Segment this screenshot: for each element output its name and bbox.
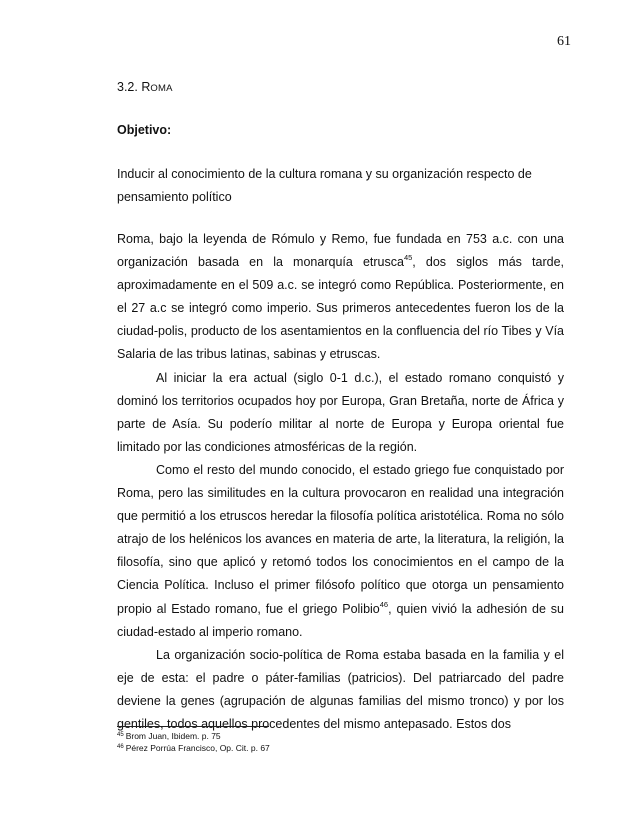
paragraph-1-text-a: Roma, bajo la leyenda de Rómulo y Remo, fue fundada en 753 a.c. con una organización basada en la monarquía etrusca: [117, 232, 564, 270]
paragraph-3-text-b: , quien vivió la adhesión de su ciudad-estado al imperio romano.: [117, 601, 564, 639]
page-number: 61: [557, 34, 571, 49]
paragraph-2: Al iniciar la era actual (siglo 0-1 d.c.), el estado romano conquistó y dominó los territorios ocupados hoy por Europa, Gran Bretaña, norte de África y parte de Asía. Su poderío militar al norte de Europa y Europa oriental fue limitado por las condiciones atmosféricas de la región.: [117, 370, 564, 454]
footnotes: [117, 731, 417, 754]
footnote-item: [117, 743, 417, 755]
paragraph-4: La organización socio-política de Roma estaba basada en la familia y el eje de esta: el padre o páter-familias (patricios). Del patriarcado del padre deviene la genes (agrupación de algunas familias del mismo tronco) y por los gentiles, todos aquellos procedentes del mismo antepasado. Estos dos: [117, 647, 564, 731]
footnote-divider: [117, 726, 269, 727]
paragraph-1-text-b: , dos siglos más tarde, aproximadamente en el 509 a.c. se integró como República. Posteriormente, en el 27 a.c se integró como imperio. Sus primeros antecedentes fueron los de la ciudad-polis, producto de los asentamientos en la confluencia del río Tibes y Vía Salaria de las tribus latinas, sabinas y etruscas.: [117, 255, 564, 362]
objective-label: Objetivo:: [117, 123, 172, 137]
paragraph-1: [117, 228, 564, 367]
body-text: [117, 228, 564, 736]
footnote-text: Pérez Porrúa Francisco, Op. Cit. p. 67: [125, 742, 270, 753]
footnote-ref-45: 45: [403, 253, 413, 263]
paragraph-3-text-a: Como el resto del mundo conocido, el estado griego fue conquistado por Roma, pero las similitudes en la cultura provocaron en realidad una integración que permitió a los etruscos heredar la filosofía política aristotélica. Roma no sólo atrajo de los helénicos los avances en materia de arte, la literatura, la religión, la filosofía, sino que aplicó y retomó todos los conocimientos en el campo de la Ciencia Política. Incluso el primer filósofo político que otorga un pensamiento propio al Estado romano, fue el griego Polibio: [117, 462, 564, 616]
objective-text: Inducir al conocimiento de la cultura romana y su organización respecto de pensamiento político: [117, 167, 532, 204]
section-heading: [117, 80, 173, 94]
section-number: 3.2.: [117, 80, 138, 94]
footnote-mark: 46: [117, 743, 124, 750]
footnote-item: [117, 731, 417, 743]
footnote-mark: 45: [117, 732, 124, 738]
section-title-initial: R: [141, 80, 151, 94]
paragraph-3: [117, 459, 564, 644]
footnote-text: Brom Juan, Ibidem. p. 75: [125, 731, 221, 741]
section-title-rest: OMA: [150, 83, 173, 94]
footnote-ref-46: 46: [379, 599, 389, 609]
